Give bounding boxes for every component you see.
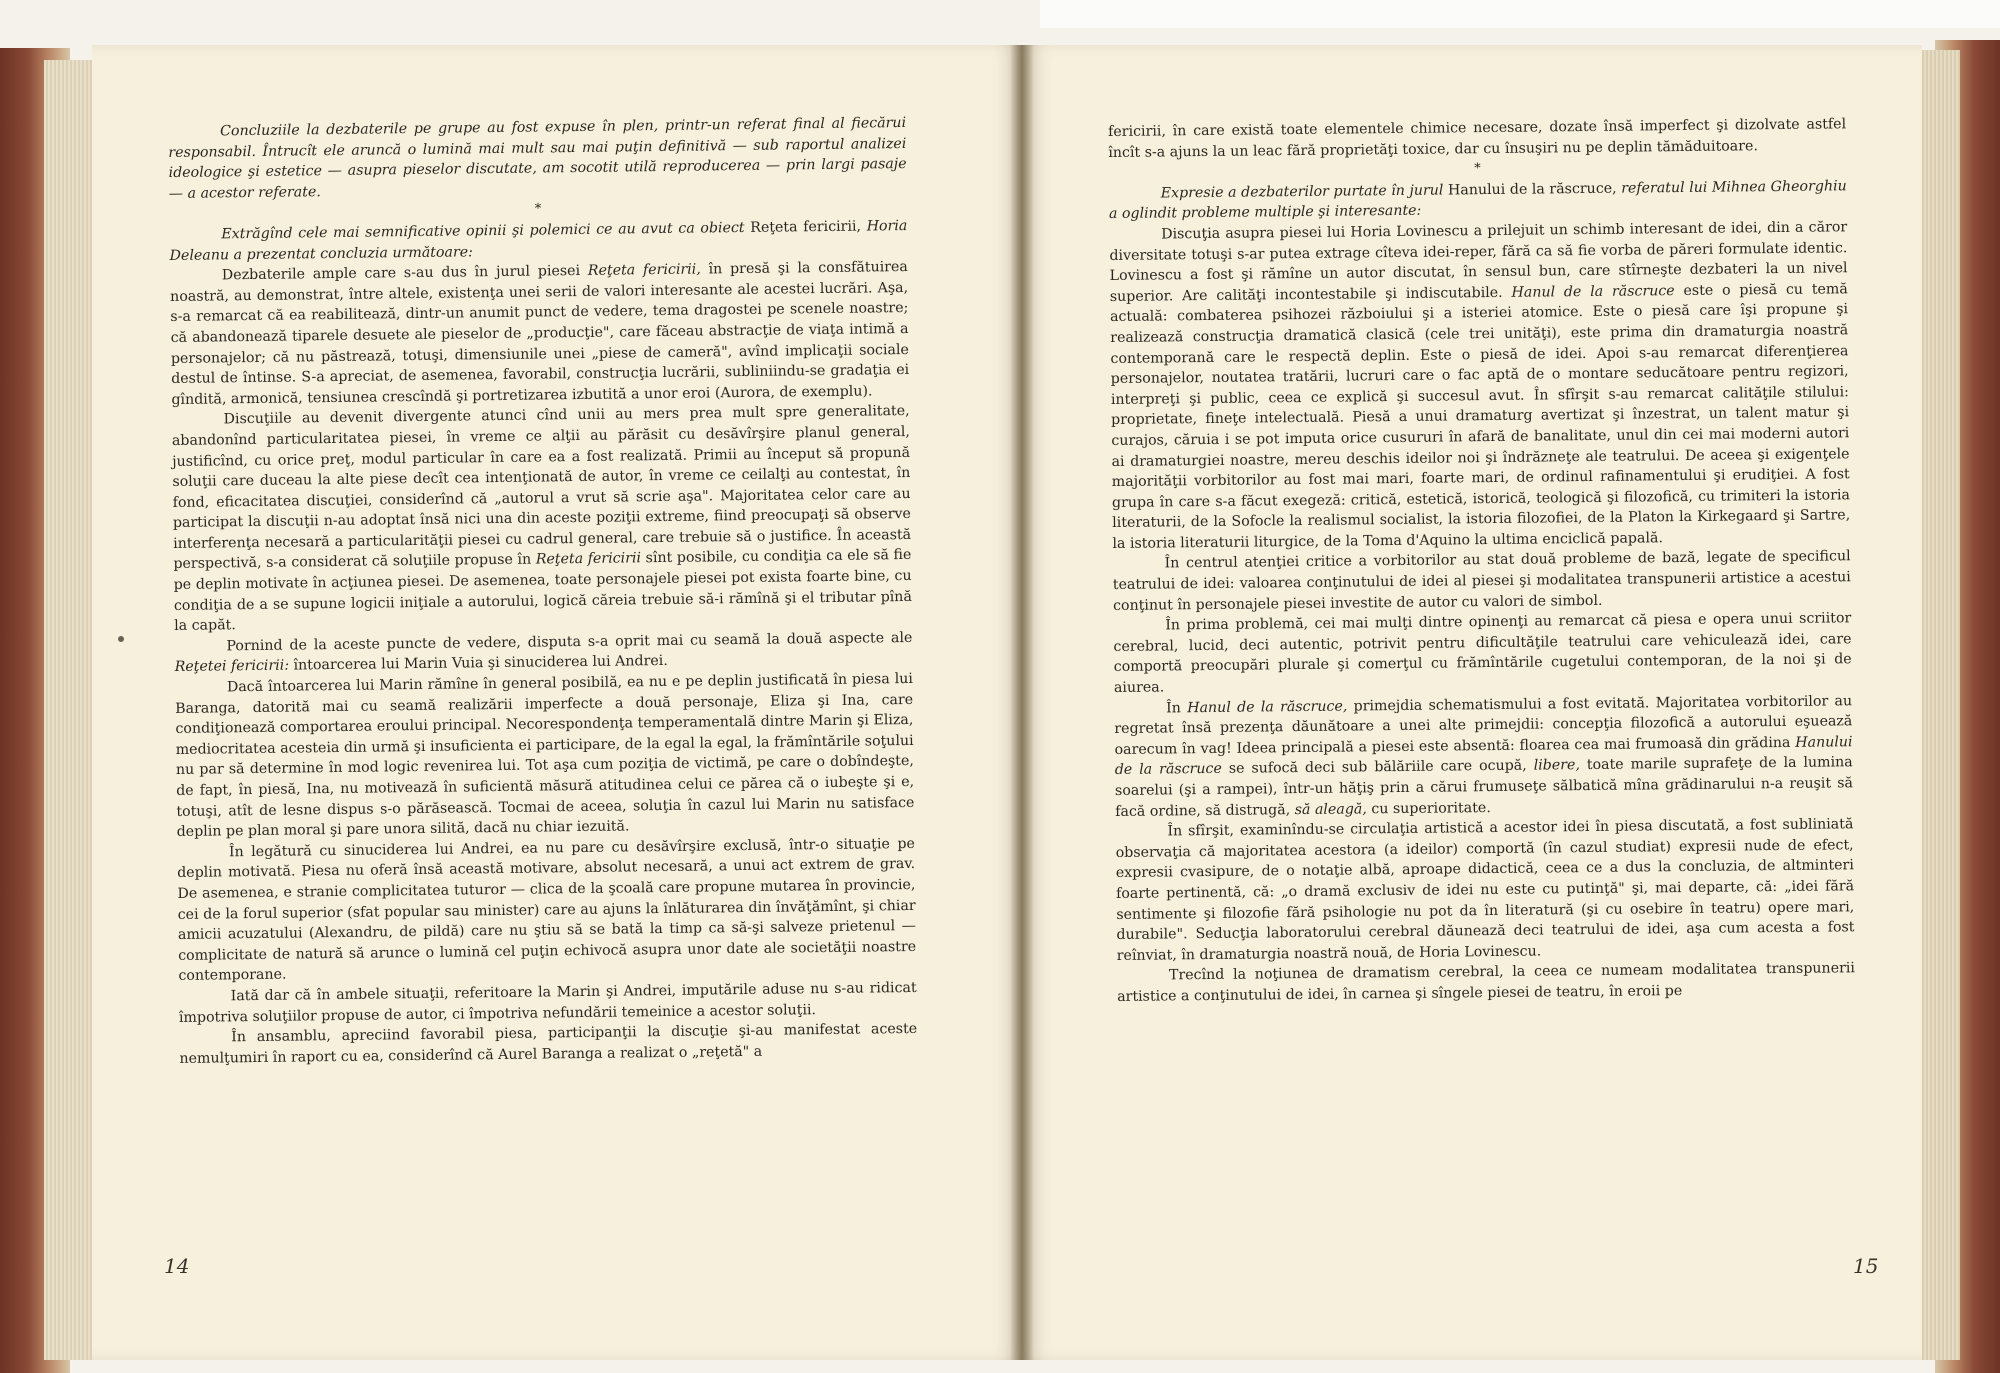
page-edges-right xyxy=(1920,50,1960,1360)
left-paragraph-2 xyxy=(172,401,913,637)
left-page-text xyxy=(168,113,918,1069)
right-paragraph-6: Trecînd la noţiunea de dramatism cerebral, la ceea ce numeam modalitatea transpunerii artistice a conţinutului de idei, în carnea şi sîngele piesei de teatru, în eroii pe xyxy=(1117,960,1855,1005)
right-p4-title2: Hanului de la răscruce xyxy=(1114,734,1853,779)
left-section-intro-title: Reţeta fericirii, xyxy=(750,218,862,236)
right-paragraph-0: fericirii, în care există toate elementele chimice necesare, dozate însă imperfect şi dizolvate astfel încît s-a ajuns la un leac fără proprietăţi toxice, dar cu însuşiri nu pe deplin tămăduitoare. xyxy=(1108,116,1847,161)
right-section-intro-b: referatul lui Mihnea Gheorghiu a oglindit probleme multiple şi interesante: xyxy=(1108,178,1847,223)
right-p1-b: este o piesă cu temă actuală: combaterea psihozei războiului şi a isteriei atomice. Este o piesă care îşi propune şi realizează construcţia dramatică clasică (cele trei unităţi), este prima din dramaturgia noastră contemporană care le respectă deplin. Este o piesă de idei. Apoi s-au remarcat diferenţierea personajelor, noutatea tratării, lucruri care o fac aptă de o montare seducătoare pentru regizori, interpreţi şi public, ceea ce explică şi succesul avut. În sfîrşit s-au remarcat calităţile stilului: proprietate, fineţe intelectuală. Piesă a unui dramaturg avertizat şi înzestrat, un talent matur şi curajos, căruia i se pot imputa orice cusururi în afară de banalitate, unul din cei mai moderni autori ai dramaturgiei noastre, mereu deschis ideilor noi şi îndrăzneţe ale teatrului. De aceea şi exigenţele majorităţii vorbitorilor au fost mai mari, foarte mari, de ordinul rafinamentului şi erudiţiei. A fost grupa în care s-a făcut exegeză: critică, estetică, istorică, teologică şi filozofică, cu trimiteri la istoria literaturii, de la Sofocle la realismul socialist, la istoria filozofiei, de la Platon la Kirkegaard şi Sartre, la istoria literaturii liturgice, de la Toma d'Aquino la ultima enciclică papală. xyxy=(1109,281,1851,552)
left-page-number: 14 xyxy=(164,1254,190,1278)
left-intro-paragraph: Concluziile la dezbaterile pe grupe au fost expuse în plen, printr-un referat final al fiecărui responsabil. Întrucît ele aruncă o lumină mai mult sau mai puţin definitivă — sub raportul analizei ideologice şi estetice — asupra pieselor discutate, am socotit utilă reproducerea — prin largi pasaje — a acestor referate. xyxy=(168,114,907,202)
right-p1-a: Discuţia asupra piesei lui Horia Lovinescu a prilejuit un schimb interesant de idei, din a căror diversitate totuşi s-ar putea extrage cîteva idei-reper, fără ca să fie vorba de păreri formulate identic. Lovinescu a fost şi rămîne un autor discutat, în sensul bun, care stîrneşte dezbateri la un nivel superior. Are calităţi incontestabile şi indiscutabile. xyxy=(1109,219,1848,305)
right-paragraph-4 xyxy=(1114,691,1853,822)
page-edges-left xyxy=(44,60,94,1360)
left-section-intro-b: Horia Deleanu a prezentat concluzia următoare: xyxy=(169,217,908,264)
left-p3-b: întoarcerea lui Marin Vuia şi sinuciderea lui Andrei. xyxy=(293,653,668,674)
right-p4-d: toate marile suprafeţe de la lumina soarelui (şi a rampei), într-un hăţiş prin a cărui frumuseţe sălbatică mîna grădinarului n-a reuşit să facă ordine, să distrugă, xyxy=(1114,754,1854,820)
right-p4-b: primejdia schematismului a fost evitată. Majoritatea vorbitorilor au regretat însă prezenţa dăunătoare a unei alte primejdii: concepţia filozofică a autorului eşuează oarecum în vag! Ideea principală a piesei este absentă: floarea cea mai frumoasă din grădina xyxy=(1114,692,1853,758)
right-p1-title: Hanul de la răscruce xyxy=(1511,282,1675,301)
book-gutter xyxy=(1010,45,1034,1360)
right-p4-aleaga: să aleagă, xyxy=(1294,800,1367,818)
right-paragraph-1 xyxy=(1109,217,1850,554)
left-paragraph-4: Dacă întoarcerea lui Marin rămîne în general posibilă, ea nu e pe deplin justificată în piesa lui Baranga, datorită mai cu seamă realizării imperfecte a două personaje, Eliza şi Ina, care condiţionează comportarea eroului principal. Necorespondenţa temperamentală dintre Marin şi Eliza, mediocritatea acesteia din urmă şi insuficienta ei participare, de la egal la egal, la frămîntările soţului nu par să determine în mod logic revenirea lui. Tot aşa cum poziţia de victimă, pe care o dobîndeşte, de fapt, în piesă, Ina, nu motivează în suficientă măsură atitudinea celui ce părea că o iubeşte şi e, totuşi, atît de lesne dispus s-o părăsească. Tocmai de aceea, soluţia în cazul lui Marin nu satisface deplin pe plan moral şi pare unora silită, dacă nu chiar iezuită. xyxy=(175,670,915,841)
left-section-intro-a: Extrăgînd cele mai semnificative opinii şi polemici ce au avut ca obiect xyxy=(221,219,745,243)
section-separator-star: * xyxy=(1474,161,1481,177)
left-p1-title: Reţeta fericirii, xyxy=(587,261,701,280)
scan-top-margin xyxy=(1040,0,2000,28)
right-paragraph-2: În centrul atenţiei critice a vorbitorilor au stat două probleme de bază, legate de specificul teatrului de idei: valoarea conţinutului de idei al piesei şi modalitatea transpunerii artistice a acestui conţinut în personajele piesei investite de autor cu valori de simbol. xyxy=(1112,548,1851,614)
right-page-text xyxy=(1108,114,1855,1007)
right-p4-e: cu superioritate. xyxy=(1371,799,1491,817)
left-p1-a: Dezbaterile ample care s-au dus în jurul piesei xyxy=(221,263,581,284)
left-p3-a: Pornind de la aceste puncte de vedere, disputa s-a oprit mai cu seamă la două aspecte ale xyxy=(226,629,913,655)
left-paragraph-1 xyxy=(170,257,910,410)
left-p2-b: sînt posibile, cu condiţia ca ele să fie pe deplin motivate în acţiunea piesei. De asemenea, toate personajele piesei pot exista foarte bine, cu condiţia de a se supune logicii iniţiale a autorului, logică căreia trebuie să-i rămînă şi el tributar pînă la capăt. xyxy=(173,547,912,635)
left-p1-b: în presă şi la consfătuirea noastră, au demonstrat, între altele, existenţa unei serii de valori interesante ale acestei lucrări. Aşa, s-a remarcat că ea reabilitează, dintr-un anumit punct de vedere, tema dragostei pe scenele noastre; că abandonează tiparele desuete ale pieselor de „producţie", care făceau abstracţie de viaţa intimă a personajelor; că nu păstrează, totuşi, dimensiunile unei „piese de cameră", avînd implicaţii sociale destul de întinse. S-a apreciat, de asemenea, favorabil, construcţia lucrării, subliniindu-se gradaţia ei gîndită, armonică, tensiunea crescîndă şi portretizarea izbutită a unor eroi (Aurora, de exemplu). xyxy=(170,259,910,408)
right-p4-title: Hanul de la răscruce, xyxy=(1187,698,1348,716)
right-p4-a: În xyxy=(1166,699,1181,717)
left-paragraph-5: În legătură cu sinuciderea lui Andrei, ea nu pare cu desăvîrşire exclusă, într-o situaţie pe deplin motivată. Piesa nu oferă însă această motivare, absolut necesară, a unui act extrem de grav. De asemenea, e stranie complicitatea tuturor — clica de la şcoală care propune mutarea în provincie, cei de la forul superior (sfat popular sau minister) care au ajuns la înlăturarea din învăţămînt, şi chiar amicii acuzatului (Alexandru, de pildă) care nu ştiu să se bată la timp ca să-şi salveze prietenul — complicitate de natură să arunce o lumină cel puţin echivocă asupra unor date ale societăţii noastre contemporane. xyxy=(177,835,917,985)
left-p2-title: Reţeta fericirii xyxy=(535,550,642,569)
left-p3-title: Reţetei fericirii: xyxy=(174,657,290,676)
left-paragraph-6: Iată dar că în ambele situaţii, referitoare la Marin şi Andrei, imputările aduse nu s-au ridicat împotriva soluţiilor propuse de autor, ci împotriva nefundării temeinice a acestor soluţii. xyxy=(178,979,917,1026)
right-paragraph-3: În prima problemă, cei mai mulţi dintre opinenţi au remarcat că piesa e opera unui scriitor cerebral, lucid, deci autentic, potrivit pentru dificultăţile teatrului care vehiculează idei, care comportă preocupări plurale şi comerţul cu frămîntările cugetului contemporan, de la noi şi de aiurea. xyxy=(1113,610,1852,696)
right-section-intro-title: Hanului de la răscruce, xyxy=(1447,180,1617,199)
right-p4-c: se sufocă deci sub bălăriile care ocupă, xyxy=(1228,758,1527,778)
right-p4-libere: libere, xyxy=(1533,757,1581,774)
right-page-number: 15 xyxy=(1853,1254,1879,1278)
left-p2-a: Discuţiile au devenit divergente atunci cînd unii au mers prea mult spre generalitate, abandonînd particularitatea piesei, în vreme ce alţii au părăsit cu desăvîrşire planul general, justificînd, cu orice preţ, modul particular în care ea a fost realizată. Primii au început să propună soluţii care duceau la alte piese decît cea intenţionată de autor, în vreme ce ceilalţi au contestat, în fond, eficacitatea discuţiei, considerînd că „autorul a vrut să scrie aşa". Majoritatea celor care au participat la discuţii n-au adoptat însă nici una din aceste poziţii extreme, fiind preocupaţi să observe interferenţa necesară a particularităţii piesei cu cadrul general, care trebuie să o justifice. În această perspectivă, s-a considerat că soluţiile propuse în xyxy=(171,403,912,573)
margin-dot xyxy=(118,636,124,642)
left-paragraph-7: În ansamblu, apreciind favorabil piesa, participanţii la discuţie şi-au manifestat aceste nemulţumiri în raport cu ea, considerînd că Aurel Baranga a realizat o „reţetă" a xyxy=(179,1021,918,1067)
right-section-intro-a: Expresie a dezbaterilor purtate în jurul xyxy=(1160,182,1444,202)
section-separator-star: * xyxy=(534,201,542,217)
right-paragraph-5: În sfîrşit, examinîndu-se circulaţia artistică a acestor idei în piesa discutată, a fost subliniată observaţia că majoritatea acestora (a ideilor) comportă (în cazul studiat) expresii nude de efect, expresii cvasipure, de o notaţie albă, aproape didactică, ceea ce a dus la concluzia, de altminteri foarte pertinentă, că: „o dramă exclusiv de idei nu este cu putinţă" şi, mai departe, că: „idei fără sentimente şi filozofie fără psihologie nu pot da în literatură (şi cu osebire în teatru) opere mari, durabile". Seducţia laboratorului cerebral dăunează deci teatrului de idei, aşa cum acesta a fost reînviat, în dramaturgia noastră nouă, de Horia Lovinescu. xyxy=(1115,816,1855,964)
